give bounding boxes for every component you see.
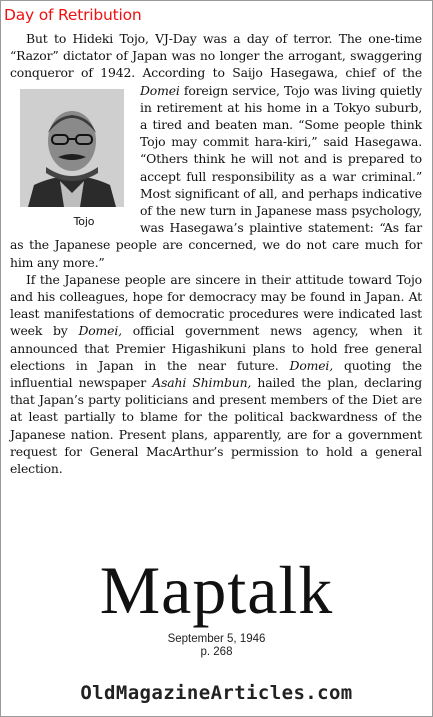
site-footer-link[interactable]: OldMagazineArticles.com <box>80 682 353 704</box>
magazine-masthead: Maptalk <box>99 552 334 628</box>
p2-text-c: quoting the influential newspaper <box>10 357 422 391</box>
p2-domei-1: Domei, <box>78 323 122 339</box>
page-number: p. 268 <box>200 646 233 658</box>
photo-caption: Tojo <box>73 214 95 228</box>
p1-domei: Domei <box>140 82 180 98</box>
paragraph-1 <box>10 30 422 271</box>
p1-text-a: But to Hideki Tojo, VJ-Day was a day of terror. The one-time “Razor” dictator of Japan was no longer the arrogant, swaggering conqueror of 1942. According to Saijo Hasegawa, chief of the <box>10 31 422 81</box>
issue-date: September 5, 1946 <box>167 633 266 645</box>
p2-domei-2: Domei, <box>289 357 334 373</box>
dateline <box>0 633 433 659</box>
article-body <box>10 30 422 477</box>
p1-text-b: foreign service, Tojo was living quietly in retirement at his home in a Tokyo suburb, a tired and beaten man. “Some people think Tojo may commit hara-kiri,” said Hasegawa. “Others think he will not and is prepared to accept full responsibility as a war criminal.” Most significant of all, and perhaps indicative of the new turn in Japanese mass psychology, was Hasegawa’s plaintive statement: “As far as the Japanese people are concerned, we do not care much for him any more.” <box>10 82 422 270</box>
tojo-photo-block <box>16 89 128 236</box>
p2-text-a: If the Japanese people are sincere in their attitude toward Tojo and his colleagues, hope for democracy may be found in Japan. At least manifestations of democratic procedures were indicated last week by <box>10 271 422 339</box>
article-section-title: Day of Retribution <box>4 6 142 24</box>
p2-text-b: official government news agency, when it announced that Premier Higashikuni plans to hold free general elections in Japan in the near future. <box>10 323 423 373</box>
p2-text-d: hailed the plan, declaring that Japan’s party politicians and present members of the Diet are at least partially to blame for the political backwardness of the Japanese nation. Present plans, apparently, are for a government request for General MacArthur’s permission to hold a general election. <box>10 375 422 477</box>
p2-asahi: Asahi Shimbun, <box>152 375 252 391</box>
paragraph-2 <box>10 271 422 477</box>
tojo-portrait-image <box>20 89 124 207</box>
